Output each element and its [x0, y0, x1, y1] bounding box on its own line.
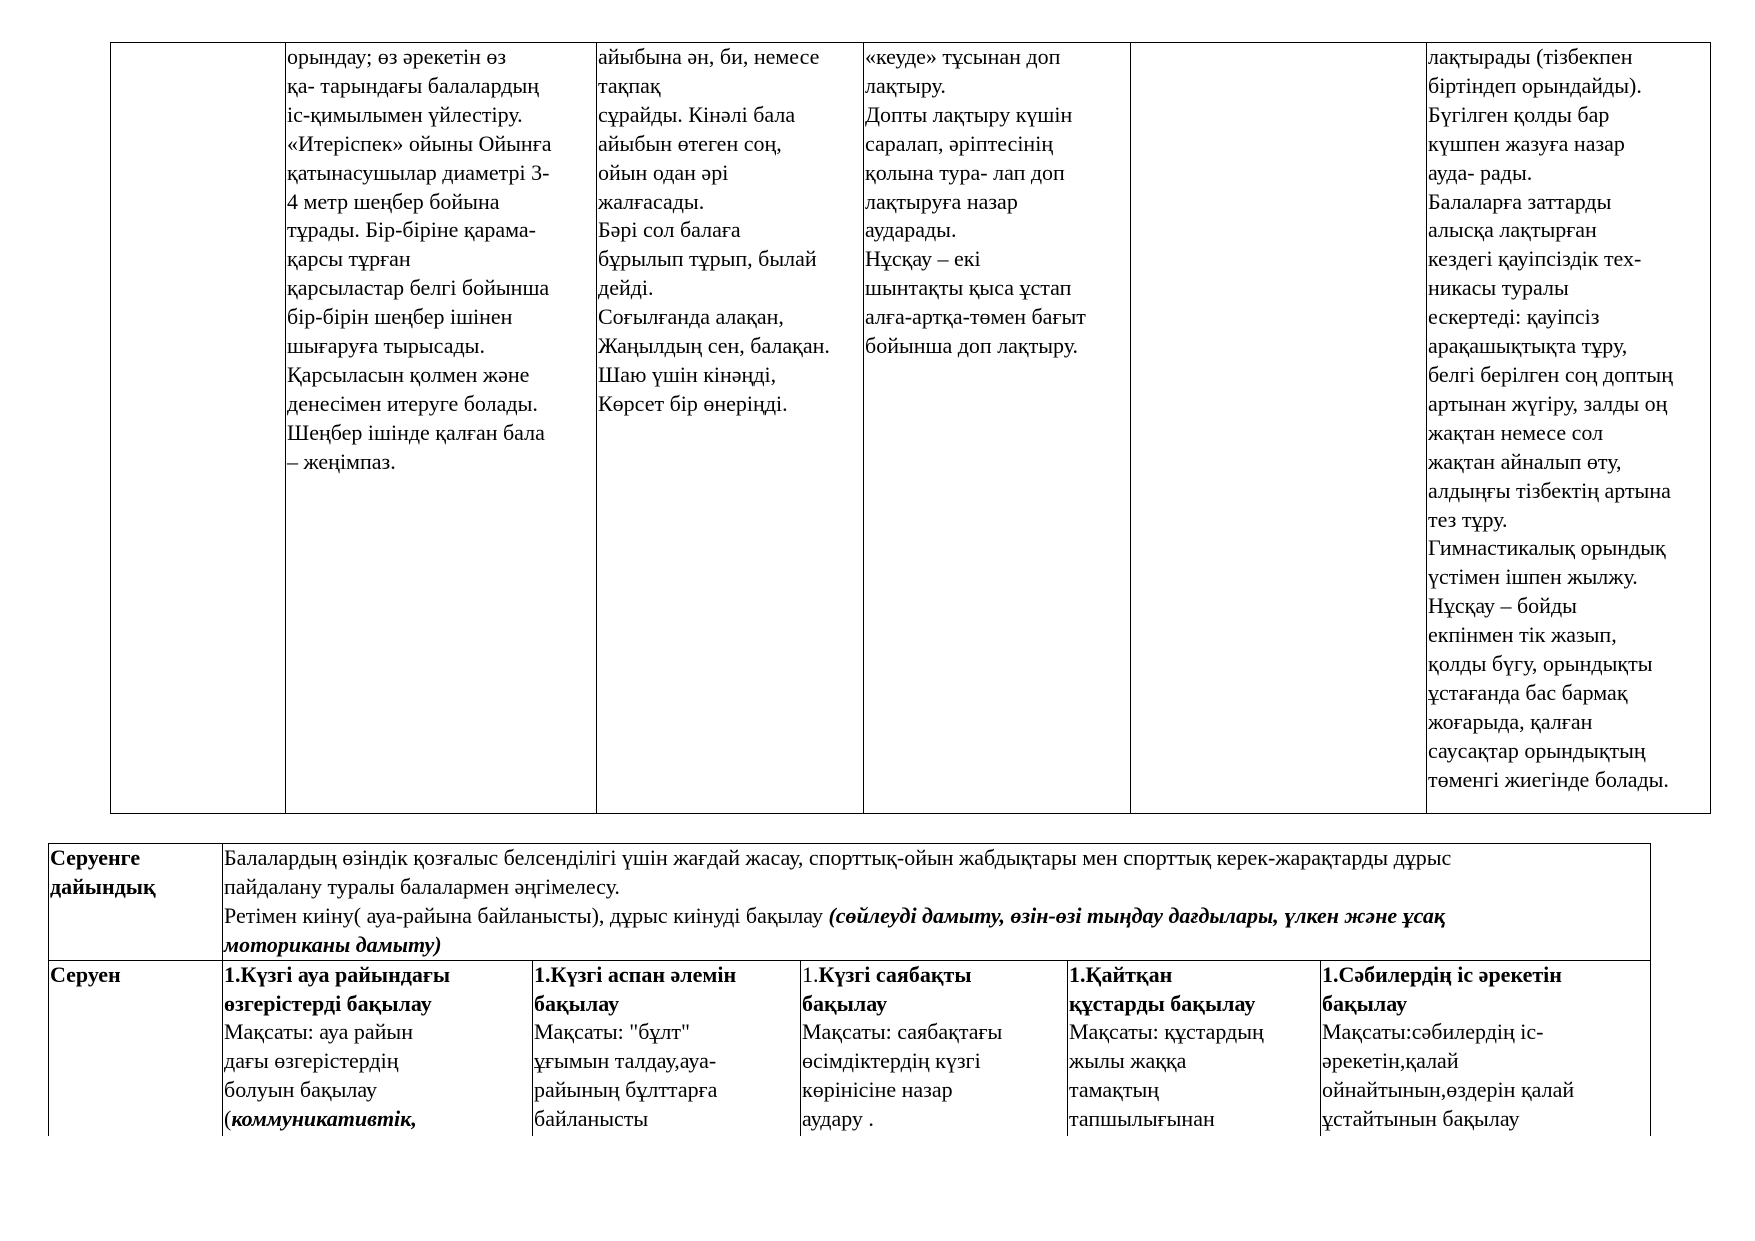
walk-title: 1.Күзгі саябақты: [802, 961, 972, 987]
cell-line: кездегі қауіпсіздік тех-: [1428, 246, 1642, 272]
walk-cell-1: [223, 960, 533, 1136]
prep-text: Балалардың өзіндік қозғалыс белсенділігі үшін жағдай жасау, спорттық-ойын жабдықтары мен спорттық керек-жарақтарды дұрыс: [224, 845, 1452, 870]
cell-line: тез тұру.: [1428, 506, 1508, 532]
cell-line: Нұсқау – бойды: [1428, 593, 1577, 619]
walk-text: Мақсаты: құстардың: [1069, 1019, 1264, 1045]
cell-line: алға-артқа-төмен бағыт: [865, 304, 1086, 330]
cell-line: жалғасады.: [598, 188, 705, 214]
walk-text: Мақсаты:сәбилердің іс-: [1322, 1019, 1544, 1045]
cell-line: лақтырады (тізбекпен: [1428, 44, 1633, 69]
empty-cell: [1131, 43, 1427, 814]
cell-line: аударады.: [865, 217, 957, 243]
walk-title: бақылау: [1322, 990, 1408, 1016]
cell-line: Көрсет бір өнеріңді.: [598, 390, 788, 416]
walk-title: құстарды бақылау: [1069, 990, 1256, 1016]
cell-line: ескертеді: қауіпсіз: [1428, 304, 1600, 330]
cell-text: [287, 43, 596, 477]
cell-line: қа- тарындағы балалардың: [287, 72, 540, 98]
cell-line: лақтыру.: [865, 72, 946, 98]
walk-text: көрінісіне назар: [802, 1077, 953, 1103]
prep-content-cell: [223, 844, 1651, 961]
cell-line: бір-бірін шеңбер ішінен: [287, 304, 513, 330]
cell-line: лақтыруға назар: [865, 188, 1018, 214]
walk-title: 1.Сәбилердің іс әрекетін: [1322, 961, 1562, 987]
walk-text: өсімдіктердің күзгі: [802, 1048, 981, 1074]
row-label-cell: [111, 43, 286, 814]
cell-line: жақтан айналып өту,: [1428, 448, 1622, 474]
cell-line: тұрады. Бір-біріне қарама-: [287, 217, 536, 243]
cell-line: Гимнастикалық орындық: [1428, 535, 1666, 561]
cell-line: бойынша доп лақтыру.: [865, 333, 1079, 359]
cell-line: шынтақты қыса ұстап: [865, 275, 1072, 301]
cell-line: алдыңғы тізбектің артына: [1428, 477, 1671, 503]
walk-text: тапшылығынан: [1069, 1106, 1215, 1132]
cell-line: қолына тура- лап доп: [865, 159, 1065, 185]
walk-text: тамақтың: [1069, 1077, 1160, 1103]
cell-line: артынан жүгіру, залды оң: [1428, 390, 1668, 416]
cell-line: Шеңбер ішінде қалған бала: [287, 419, 545, 445]
cell-line: қолды бүгу, орындықты: [1428, 651, 1653, 677]
walk-text: байланысты: [534, 1106, 649, 1132]
walk-text: (коммуникативтік,: [224, 1106, 417, 1132]
cell-line: тақпақ: [598, 72, 661, 98]
cell-line: айыбына ән, би, немесе: [598, 44, 820, 69]
table-row: [111, 43, 1711, 814]
cell-line: айыбын өтеген соң,: [598, 130, 782, 156]
cell-line: қарсыластар белгі бойынша: [287, 275, 550, 301]
cell-line: ауда- рады.: [1428, 159, 1533, 185]
cell-text: [1428, 43, 1710, 795]
cell-text: [865, 43, 1130, 361]
cell-line: Шаю үшін кінәңді,: [598, 361, 777, 387]
instructions-cell: [1427, 43, 1711, 814]
cell-line: іс-қимылымен үйлестіру.: [287, 101, 523, 127]
walk-title: өзгерістерді бақылау: [224, 990, 432, 1016]
cell-line: ойын одан әрі: [598, 159, 729, 185]
cell-line: – жеңімпаз.: [287, 448, 396, 474]
walk-text: райының бұлттарға: [534, 1077, 718, 1103]
activity-table: [110, 42, 1711, 814]
prep-label: дайындық: [50, 873, 156, 899]
walk-text: әрекетін,қалай: [1322, 1048, 1459, 1074]
walk-text: дағы өзгерістердің: [224, 1048, 399, 1074]
walk-title: бақылау: [534, 990, 620, 1016]
walk-cell-2: [533, 960, 801, 1136]
walk-text: ұғымын талдау,ауа-: [534, 1048, 717, 1074]
cell-line: дейді.: [598, 275, 654, 301]
cell-line: ұстағанда бас бармақ: [1428, 679, 1628, 705]
cell-line: Бәрі сол балаға: [598, 217, 741, 243]
cell-line: «кеуде» тұсынан доп: [865, 44, 1061, 69]
walk-text: ұстайтынын бақылау: [1322, 1106, 1520, 1132]
prep-label-cell: [49, 844, 223, 961]
cell-line: арақашықтықта тұру,: [1428, 333, 1628, 359]
cell-line: қарсы тұрған: [287, 246, 411, 272]
cell-line: үстімен ішпен жылжу.: [1428, 564, 1638, 590]
cell-line: белгі берілген соң доптың: [1428, 361, 1673, 387]
walk-title: 1.Күзгі ауа райындағы: [224, 961, 451, 987]
cell-line: біртіндеп орындайды).: [1428, 72, 1642, 98]
cell-line: шығаруға тырысады.: [287, 333, 485, 359]
cell-line: жақтан немесе сол: [1428, 419, 1604, 445]
walk-text: аудару .: [802, 1106, 874, 1132]
walk-text: Мақсаты: ауа райын: [224, 1019, 413, 1045]
walk-label-cell: [49, 960, 223, 1136]
cell-line: «Итеріспек» ойыны Ойынға: [287, 130, 552, 156]
cell-line: денесімен итеруге болады.: [287, 390, 538, 416]
game-description-cell: [286, 43, 597, 814]
cell-line: алысқа лақтырған: [1428, 217, 1597, 243]
cell-line: екпінмен тік жазып,: [1428, 622, 1617, 648]
cell-line: никасы туралы: [1428, 275, 1569, 301]
cell-line: Жаңылдың сен, балақан.: [598, 333, 830, 359]
prep-text: Ретімен киіну( ауа-райына байланысты), дұрыс киінуді бақылау (сөйлеуді дамыту, өзін-өзі тыңдау дағдылары, үлкен және ұсақ: [224, 902, 1446, 928]
cell-line: бұрылып тұрып, былай: [598, 246, 817, 272]
cell-line: Балаларға заттарды: [1428, 188, 1612, 214]
cell-line: сұрайды. Кінәлі бала: [598, 101, 796, 127]
cell-line: Нұсқау – екі: [865, 246, 981, 272]
cell-line: саусақтар орындықтың: [1428, 737, 1646, 763]
cell-line: күшпен жазуға назар: [1428, 130, 1625, 156]
walk-text: Мақсаты: саябақтағы: [802, 1019, 1003, 1045]
walk-text: болуын бақылау: [224, 1077, 377, 1103]
walk-label: Серуен: [50, 961, 121, 987]
cell-line: қатынасушылар диаметрі 3-: [287, 159, 550, 185]
walk-text: жылы жаққа: [1069, 1048, 1187, 1074]
cell-line: саралап, әріптесінің: [865, 130, 1054, 156]
walk-cell-3: [801, 960, 1068, 1136]
prep-text: моториканы дамыту): [224, 931, 442, 957]
cell-line: 4 метр шеңбер бойына: [287, 188, 500, 214]
walk-title: бақылау: [802, 990, 888, 1016]
table-row: [49, 960, 1651, 1136]
cell-line: Бүгілген қолды бар: [1428, 101, 1610, 127]
cell-line: Соғылғанда алақан,: [598, 304, 784, 330]
cell-line: төменгі жиегінде болады.: [1428, 766, 1669, 792]
walk-cell-4: [1068, 960, 1321, 1136]
ball-throw-cell: [864, 43, 1131, 814]
prep-text: пайдалану туралы балалармен әңгімелесу.: [224, 873, 620, 899]
cell-line: Қарсыласын қолмен және: [287, 361, 530, 387]
cell-line: орындау; өз әрекетін өз: [287, 44, 507, 69]
game-rhyme-cell: [597, 43, 864, 814]
cell-line: жоғарыда, қалған: [1428, 708, 1593, 734]
walk-cell-5: [1321, 960, 1651, 1136]
walk-text: Мақсаты: "бұлт": [534, 1019, 690, 1045]
walk-title: 1.Қайтқан: [1069, 961, 1173, 987]
table-row: [49, 844, 1651, 961]
walk-table: [48, 843, 1651, 1136]
prep-label: Серуенге: [50, 845, 141, 870]
cell-text: [598, 43, 863, 419]
walk-text: ойнайтынын,өздерін қалай: [1322, 1077, 1575, 1103]
walk-title: 1.Күзгі аспан әлемін: [534, 961, 737, 987]
cell-line: Допты лақтыру күшін: [865, 101, 1073, 127]
